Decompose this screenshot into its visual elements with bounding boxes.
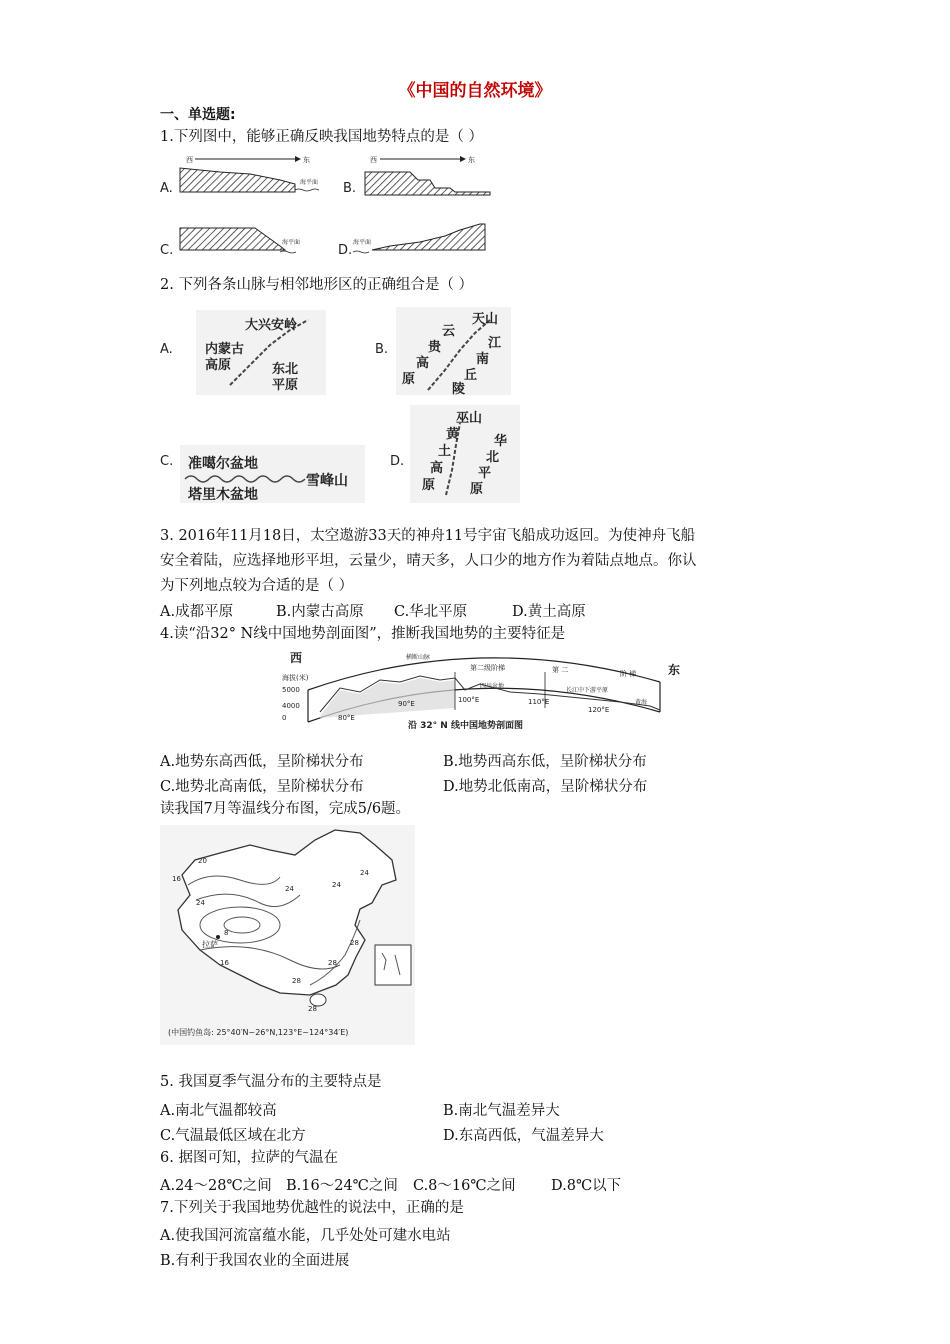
map-label-1: 16	[172, 875, 181, 883]
q2-d-right-1: 北	[486, 450, 500, 465]
profile-plain: 长江中下游平原	[566, 687, 609, 694]
q1-c-sea: 海平面	[282, 239, 301, 246]
profile-lon-120: 120°E	[588, 706, 610, 714]
q2-b-left-2: 高	[416, 356, 430, 371]
profile-lon-100: 100°E	[458, 696, 480, 704]
q2-d-mountain: 巫山	[456, 411, 483, 426]
profile-basin: 四川盆地	[480, 683, 505, 690]
map-intro: 读我国7月等温线分布图，完成5/6题。	[160, 801, 411, 817]
q1-b-east: 东	[468, 156, 475, 164]
question-2-stem: 2. 下列各条山脉与相邻地形区的正确组合是（ ）	[160, 277, 474, 293]
q2-d-right-3: 原	[470, 482, 484, 497]
q4-option-c: C.地势北高南低，呈阶梯状分布	[160, 779, 364, 795]
q2-d-right-2: 平	[478, 466, 492, 481]
question-7-stem: 7.下列关于我国地势优越性的说法中，正确的是	[160, 1200, 464, 1216]
question-2-figures	[160, 305, 530, 505]
page-title: 《中国的自然环境》	[398, 81, 552, 101]
q3-option-b: B.内蒙古高原	[276, 604, 364, 620]
q2-d-right-0: 华	[494, 434, 508, 449]
map-label-0: 20	[198, 857, 207, 865]
q2-c-bottom: 塔里木盆地	[188, 487, 258, 503]
map-label-9: 16	[220, 959, 229, 967]
q6-option-b: B.16～24℃之间	[286, 1178, 398, 1194]
question-1-figures	[160, 150, 500, 265]
profile-axis: 海拔(米)	[282, 674, 309, 682]
map-label-3: 24	[285, 885, 294, 893]
q5-option-c: C.气温最低区域在北方	[160, 1128, 306, 1144]
q7-option-b: B.有利于我国农业的全面进展	[160, 1253, 350, 1269]
map-label-10: 28	[292, 977, 301, 985]
profile-elev-0: 0	[282, 714, 287, 722]
map-label-5: 24	[360, 869, 369, 877]
profile-label-step2: 第 二	[552, 666, 569, 674]
section-heading: 一、单选题:	[160, 107, 236, 123]
q2-b-right-0: 江	[488, 336, 502, 351]
q5-option-d: D.东高西低，气温差异大	[443, 1128, 604, 1144]
profile-lon-80: 80°E	[338, 714, 355, 722]
july-isotherm-map	[160, 825, 415, 1045]
q2-c-top: 准噶尔盆地	[188, 456, 258, 472]
q4-option-a: A.地势东高西低，呈阶梯状分布	[160, 754, 364, 770]
q2-b-right-3: 陵	[452, 382, 466, 397]
q2-b-right-1: 南	[476, 352, 490, 367]
q2-a-mountain: 大兴安岭	[245, 318, 298, 333]
q3-option-d: D.黄土高原	[512, 604, 586, 620]
q1-a-sea: 海平面	[300, 179, 319, 186]
profile-caption: 沿 32° N 线中国地势剖面图	[408, 721, 523, 731]
q1-option-b: B.	[343, 181, 357, 196]
profile-west: 西	[290, 651, 303, 665]
q2-d-left-1: 土	[438, 444, 452, 459]
q2-c-mountain: 雪峰山	[306, 473, 348, 489]
q2-a-left1: 内蒙古	[205, 342, 245, 357]
q1-b-west: 西	[370, 156, 377, 164]
q6-option-a: A.24～28℃之间	[160, 1178, 272, 1194]
q1-option-d: D.	[338, 243, 353, 258]
question-3-line-3: 为下列地点较为合适的是（ ）	[160, 578, 354, 594]
q2-b-mountain: 天山	[472, 312, 499, 327]
q5-option-b: B.南北气温差异大	[443, 1103, 560, 1119]
map-label-11: 28	[308, 1005, 317, 1013]
profile-lon-90: 90°E	[398, 700, 415, 708]
question-3-line-1: 3. 2016年11月18日，太空遨游33天的神舟11号宇宙飞船成功返回。为使神舟飞船	[160, 528, 696, 544]
q4-option-d: D.地势北低南高，呈阶梯状分布	[443, 779, 648, 795]
profile-elev-4000: 4000	[282, 702, 300, 710]
q2-b-right-2: 丘	[464, 368, 478, 383]
map-label-2: 24	[196, 899, 205, 907]
profile-east: 东	[668, 663, 680, 677]
profile-lon-110: 110°E	[528, 698, 550, 706]
q1-a-west: 西	[186, 156, 193, 164]
map-label-7: 28	[328, 959, 337, 967]
q2-a-right1: 东北	[272, 362, 299, 377]
q2-b-left-1: 贵	[428, 340, 442, 355]
q6-option-d: D.8℃以下	[551, 1178, 622, 1194]
q5-option-a: A.南北气温都较高	[160, 1103, 277, 1119]
q6-option-c: C.8～16℃之间	[413, 1178, 516, 1194]
q1-d-sea: 海平面	[353, 239, 372, 246]
map-label-8: 8	[224, 929, 229, 937]
map-lhasa: 拉萨	[202, 940, 218, 949]
profile-label-step1: 阶 梯	[620, 670, 637, 678]
q2-option-b: B.	[375, 342, 389, 357]
q2-option-d: D.	[390, 454, 405, 469]
q4-option-b: B.地势西高东低，呈阶梯状分布	[443, 754, 647, 770]
q2-d-left-2: 高	[430, 461, 444, 476]
q2-b-left-0: 云	[442, 324, 456, 339]
profile-elev-5000: 5000	[282, 686, 300, 694]
map-label-4: 24	[332, 881, 341, 889]
q3-option-a: A.成都平原	[160, 604, 234, 620]
map-label-6: 28	[350, 939, 359, 947]
question-1-stem: 1.下列图中，能够正确反映我国地势特点的是（ ）	[160, 129, 483, 145]
profile-sea: 黄海	[635, 699, 648, 706]
question-4-profile-figure	[280, 650, 680, 735]
q2-a-right2: 平原	[272, 378, 299, 393]
q2-option-c: C.	[160, 454, 174, 469]
q2-d-left-3: 原	[422, 478, 436, 493]
q1-option-a: A.	[160, 181, 173, 196]
question-3-line-2: 安全着陆，应选择地形平坦，云量少，晴天多，人口少的地方作为着陆点地点。你认	[160, 553, 697, 569]
q2-a-left2: 高原	[205, 358, 232, 373]
profile-mountain: 横断山脉	[406, 654, 431, 661]
q3-option-c: C.华北平原	[394, 604, 468, 620]
map-caption: (中国钓鱼岛: 25°40′N~26°N,123°E~124°34′E)	[168, 1028, 349, 1037]
q1-option-c: C.	[160, 243, 174, 258]
question-6-stem: 6. 据图可知，拉萨的气温在	[160, 1150, 338, 1166]
q2-d-left-0: 黄	[446, 427, 460, 442]
q2-option-a: A.	[160, 342, 173, 357]
q1-a-east: 东	[303, 156, 310, 164]
q7-option-a: A.使我国河流富蕴水能，几乎处处可建水电站	[160, 1228, 451, 1244]
question-4-stem: 4.读“沿32° N线中国地势剖面图”，推断我国地势的主要特征是	[160, 626, 566, 642]
q2-b-left-3: 原	[402, 372, 416, 387]
question-5-stem: 5. 我国夏季气温分布的主要特点是	[160, 1074, 382, 1090]
profile-label-step3: 第二级阶梯	[470, 664, 505, 672]
